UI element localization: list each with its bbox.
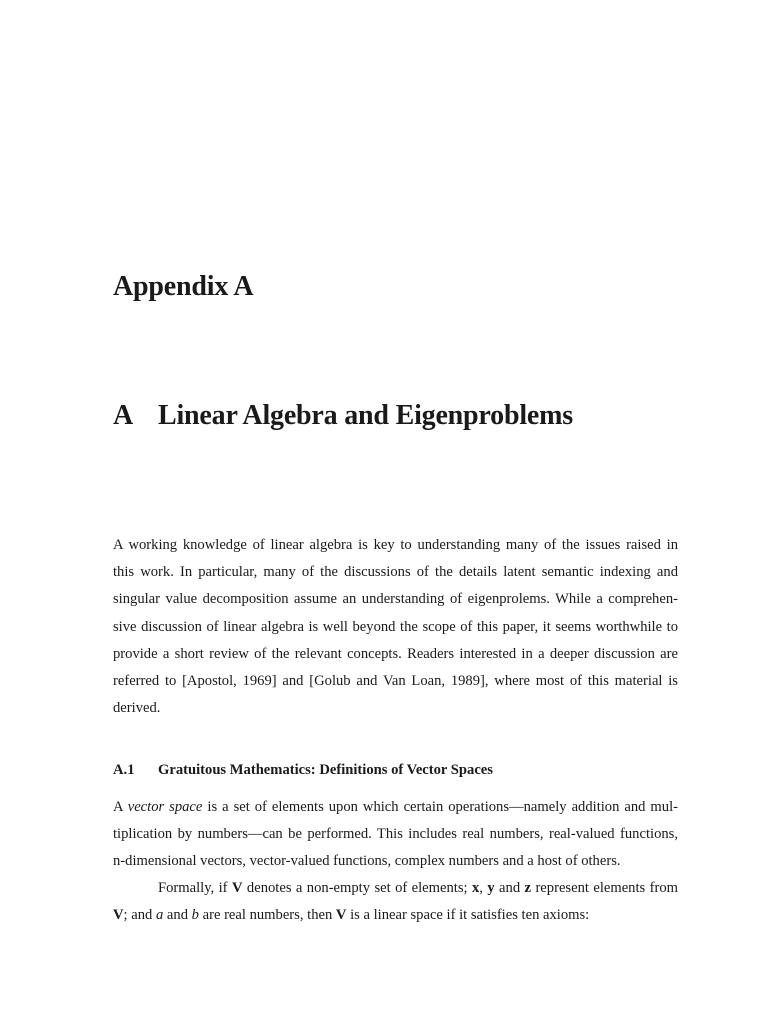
appendix-title: Appendix A [113, 271, 254, 302]
symbol-V: V [113, 907, 124, 924]
chapter-heading [113, 400, 573, 432]
section-heading [113, 762, 493, 779]
symbol-V: V [231, 880, 243, 896]
formal-definition-paragraph [113, 875, 678, 929]
intro-line: referred to [Apostol, 1969] and [Golub and Van Loan, 1989], where most of this material is [113, 672, 678, 689]
vector-space-paragraph [113, 794, 678, 876]
text-run: Formally, if [158, 880, 232, 896]
text-run: and [163, 907, 192, 924]
symbol-a: a [155, 907, 164, 924]
intro-line: singular value decomposition assume an understanding of eigenprolems. While a comprehen- [113, 591, 678, 608]
text-run: is a linear space if it satisfies ten axioms: [346, 907, 590, 924]
intro-line: provide a short review of the relevant concepts. Readers interested in a deeper discussion are [113, 645, 678, 662]
body-line [113, 902, 678, 929]
text-run: A [113, 799, 128, 815]
body-line: tiplication by numbers—can be performed. This includes real numbers, real-valued functions, [113, 826, 678, 843]
intro-line: sive discussion of linear algebra is well beyond the scope of this paper, it seems worthwhile to [113, 618, 678, 635]
term-vector-space: vector space [127, 799, 203, 815]
body-line [113, 794, 678, 821]
text-run: is a set of elements upon which certain operations—namely addition and mul- [202, 799, 678, 815]
symbol-x: x [471, 880, 480, 896]
section-number: A.1 [113, 762, 135, 778]
symbol-y: y [487, 880, 495, 896]
text-run: denotes a non-empty set of elements; [242, 880, 472, 896]
text-run: and [494, 880, 525, 896]
body-line [113, 875, 678, 902]
intro-paragraph [113, 532, 678, 722]
section-title: Gratuitous Mathematics: Definitions of Vector Spaces [158, 762, 493, 778]
chapter-title: Linear Algebra and Eigenproblems [158, 400, 573, 431]
text-run: are real numbers, then [198, 907, 336, 924]
symbol-z: z [524, 880, 532, 896]
body-line: n-dimensional vectors, vector-valued functions, complex numbers and a host of others. [113, 853, 621, 870]
text-run: represent elements from [531, 880, 678, 896]
text-run: ; and [123, 907, 156, 924]
chapter-number: A [113, 400, 134, 431]
text-run: , [479, 880, 488, 896]
intro-line: this work. In particular, many of the discussions of the details latent semantic indexing and [113, 564, 678, 581]
intro-line: A working knowledge of linear algebra is key to understanding many of the issues raised in [113, 537, 678, 553]
symbol-V: V [335, 907, 347, 924]
symbol-b: b [191, 907, 199, 924]
intro-line: derived. [113, 700, 161, 717]
